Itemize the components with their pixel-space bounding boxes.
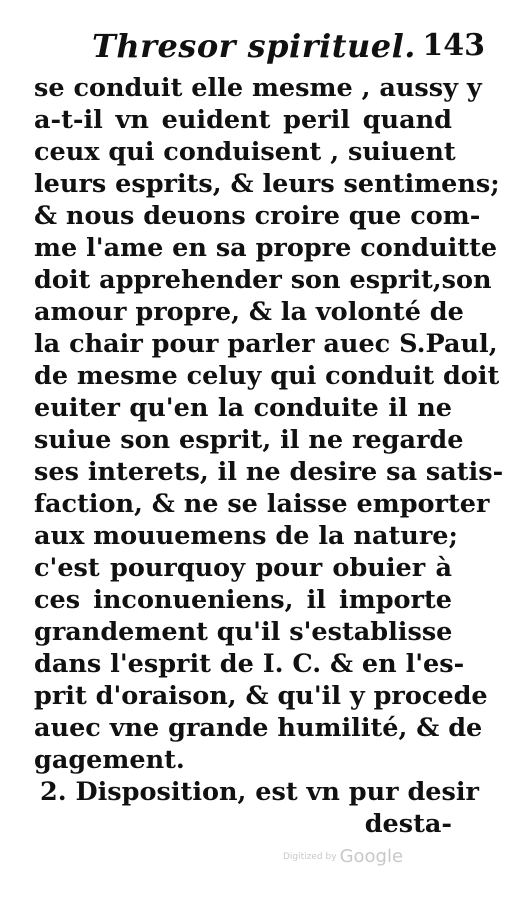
text-line: aux mouuemens de la nature; xyxy=(34,521,458,551)
text-line: amour propre, & la volonté de xyxy=(34,297,464,327)
text-line: ceux qui conduisent , suiuent xyxy=(34,137,456,167)
page-header xyxy=(40,24,485,68)
text-line: grandement qu'il s'establisse xyxy=(34,617,453,647)
text-line: euiter qu'en la conduite il ne xyxy=(34,393,452,423)
text-line: a-t-il vn euident peril quand xyxy=(34,105,452,135)
text-line: & nous deuons croire que com- xyxy=(34,201,481,231)
text-line: gagement. xyxy=(34,745,185,775)
watermark-brand: Google xyxy=(339,846,404,867)
text-line: la chair pour parler auec S.Paul, xyxy=(34,329,498,359)
text-line: faction, & ne se laisse emporter xyxy=(34,489,490,519)
text-line: de mesme celuy qui conduit doit xyxy=(34,361,500,391)
text-line: c'est pourquoy pour obuier à xyxy=(34,553,452,583)
text-line: se conduit elle mesme , aussy y xyxy=(34,73,482,103)
text-line: ces inconueniens, il importe xyxy=(34,585,452,615)
text-line: leurs esprits, & leurs sentimens; xyxy=(34,169,500,199)
digitization-watermark xyxy=(283,846,403,867)
text-line: prit d'oraison, & qu'il y procede xyxy=(34,681,488,711)
page-number: 143 xyxy=(422,28,485,63)
body-text xyxy=(34,72,504,840)
text-line: dans l'esprit de I. C. & en l'es- xyxy=(34,649,465,679)
text-line: suiue son esprit, il ne regarde xyxy=(34,425,464,455)
text-line: ses interets, il ne desire sa satis- xyxy=(34,457,504,487)
text-line: auec vne grande humilité, & de xyxy=(34,713,483,743)
text-line: me l'ame en sa propre conduitte xyxy=(34,233,498,263)
catchword: desta- xyxy=(364,809,452,839)
text-line: 2. Disposition, est vn pur desir xyxy=(40,777,479,807)
watermark-prefix: Digitized by xyxy=(283,851,337,862)
text-line: doit apprehender son esprit,son xyxy=(34,265,492,295)
running-title: Thresor spirituel. xyxy=(92,27,416,65)
